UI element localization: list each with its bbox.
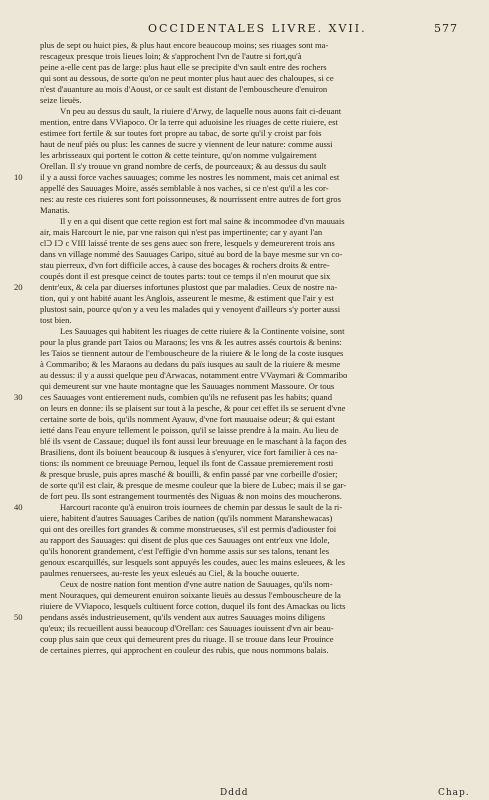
line-number: 40 [14, 502, 23, 512]
running-title: OCCIDENTALES LIVRE. XVII. [148, 22, 367, 35]
text-line: coupés dont il est presque ceinct de toutes parts: tout ce temps il n'en mourut que six [40, 271, 331, 281]
text-line: uiere, habitent d'autres Sauuages Caribes de nation (qu'ils nomment Maranshewacas) [40, 513, 333, 523]
text-line: on leurs en donne: ils se plaisent sur tout à la pesche, & pour cet effet ils se seruent d'vne [40, 403, 346, 413]
text-line: haut de neuf piés ou plus: les cannes de sucre y viennent de leur nature: comme aussi [40, 139, 333, 149]
text-line: plustost sain, pource qu'on y a veu les malades qui y venoyent d'ailleurs s'y porter aussi [40, 304, 341, 314]
text-line: qu'eux; ils recueillent aussi beaucoup d'Orellan: ces Sauuages iouissent d'vn air beau- [40, 623, 334, 633]
text-line: blé ils vsent de Cassaue; duquel ils font aussi leur breuuage en le maschant à la façon des [40, 436, 347, 446]
text-line: de certaines pierres, qui approchent en couleur des rubis, que nous nommons balais. [40, 645, 329, 655]
text-line: Manatis. [40, 205, 70, 215]
text-line: qui ont des oreilles fort grandes & comme monstrueuses, s'il est permis d'adiouster foi [40, 524, 337, 534]
text-line: nes: au reste ces riuieres sont fort poissonneuses, & nourrissent entre autres de fort gros [40, 194, 341, 204]
line-number: 10 [14, 172, 23, 182]
text-line: paulmes renuersees, au-reste les yeux esleués au Ciel, & la bouche ouuerte. [40, 568, 300, 578]
text-line: pour la plus grande part Taios ou Maraons; les vns & les autres assés courtois & benins: [40, 337, 342, 347]
text-line: mention, entre dans VViapoco. Or la terre qui aduoisine les riuages de cette riuiere, est [40, 117, 338, 127]
text-line: stau pierreux, d'vn fort difficile acces, à cause des bocages & rochers droits & entre- [40, 260, 330, 270]
text-line: dentr'eux, & cela par diuerses infortunes plustost que par maladies. Ceux de nostre na- [40, 282, 338, 292]
text-line: qui sont au dessous, de sorte qu'on ne peut monter plus haut auec des chaloupes, si ce [40, 73, 334, 83]
text-line: tions: ils nomment ce breuuage Pernou, lequel ils font de Cassaue premierement rosti [40, 458, 334, 468]
text-line: appellé des Sauuages Moire, assés semblable à nos vaches, si ce n'est qu'il a les cor- [40, 183, 329, 193]
text-line: dans vn village nommé des Sauuages Caripo, situé au bord de la baye mesme sur vn co- [40, 249, 343, 259]
text-line: Il y en a qui disent que cette region est fort mal saine & incommodee d'vn mauuais [60, 216, 345, 226]
text-line: peine a-elle cent pas de large: plus haut elle se precipite d'vn sault entre des rochers [40, 62, 327, 72]
text-line: coup plus sain que ceux qui demeurent pres du riuage. Il se trouue dans leur Prouince [40, 634, 334, 644]
text-line: il y a aussi force vaches sauuages; comme les nostres les nomment, mais cet animal est [40, 172, 340, 182]
signature-mark: Dddd [220, 788, 249, 798]
text-line: Les Sauuages qui habitent les riuages de cette riuiere & la Continente voisine, sont [60, 326, 345, 336]
text-line: Vn peu au dessus du sault, la riuiere d'Arwy, de laquelle nous auons fait ci-deuant [60, 106, 342, 116]
text-line: ment Nouraques, qui demeurent enuiron soixante lieuës au dessus l'embouscheure de la [40, 590, 341, 600]
page-number: 577 [434, 22, 458, 35]
text-line: seize lieuës. [40, 95, 82, 105]
text-line: ces Sauuages vont entierement nuds, combien qu'ils ne refusent pas les habits; quand [40, 392, 332, 402]
line-number: 30 [14, 392, 23, 402]
text-line: rescageux presque trois lieues loin; & s'approchent l'vn de l'autre si fort,qu'à [40, 51, 302, 61]
text-line: plus de sept ou huict pies, & plus haut encore beaucoup moins; ses riuages sont ma- [40, 40, 329, 50]
text-line: Harcourt raconte qu'à enuiron trois iournees de chemin par dessus le sault de la ri- [60, 502, 343, 512]
text-line: Ceux de nostre nation font mention d'vne autre nation de Sauuages, qu'ils nom- [60, 579, 333, 589]
line-number: 50 [14, 612, 23, 622]
text-line: au dessus: il y a aussi quelque peu d'Arwacas, notamment entre VVaymari & Commaribo [40, 370, 348, 380]
text-line: qui demeurent sur vne haute montagne que les Sauuages nomment Massoure. Or tous [40, 381, 335, 391]
text-line: clↃ IↃ c VIII laissé trente de ses gens auec son frere, lesquels y demeurerent trois ans [40, 238, 335, 248]
text-line: de sorte qu'il est clair, & presque de mesme couleur que la biere de Lubec; mais il se gar- [40, 480, 347, 490]
text-line: de fort peu. Ils sont estrangement tourmentés des Niguas & non moins des moucherons. [40, 491, 342, 501]
text-line: certaine sorte de bois, qu'ils nomment Ayauw, d'vne fort mauuaise odeur; & qui estant [40, 414, 336, 424]
text-line: Brasiliens, dont ils boiuent beaucoup & iusques à s'enyurer, vice fort familier à ces na- [40, 447, 338, 457]
text-line: riuiere de VViapoco, lesquels cultiuent force cotton, duquel ils font des Amackas ou licts [40, 601, 346, 611]
text-line: les Taios se tiennent autour de l'embouscheure de la riuiere & le long de la coste iusques [40, 348, 344, 358]
text-line: & presque brusle, puis apres masché & bouilli, & enfin passé par vne corbeille d'osier; [40, 469, 338, 479]
line-number: 20 [14, 282, 23, 292]
text-line: au rapport des Sauuages: qui disent de plus que ces Sauuages ont entr'eux vne Idole, [40, 535, 330, 545]
text-line: qu'ils honorent grandement, c'est l'effigie d'vn homme assis sur ses talons, tenant les [40, 546, 330, 556]
text-line: ietté dans l'eau enyure tellement le poisson, qu'il se laisse prendre à la main. Au lieu de [40, 425, 339, 435]
text-line: tost bien. [40, 315, 72, 325]
text-line: à Commaribo; & les Maraons au dedans du païs iusques au sault de la riuiere & mesme [40, 359, 341, 369]
text-line: les arbrisseaux qui portent le cotton & cette teinture, qu'on nomme vulgairement [40, 150, 317, 160]
catchword: Chap. [438, 788, 470, 798]
text-line: pendans assés industrieusement, qu'ils vendent aux autres Sauuages moins diligens [40, 612, 326, 622]
text-line: air, mais Harcourt le nie, par vne raison qui n'est pas impertinente; car y ayant l'an [40, 227, 323, 237]
text-line: estimee fort fertile & sur toutes fort propre au tabac, de sorte qu'il y croist par fois [40, 128, 322, 138]
text-line: Orellan. Il s'y trouue vn grand nombre de cerfs, de pourceaux; & au dessus du sault [40, 161, 327, 171]
text-block [40, 40, 472, 656]
text-line: n'est d'auanture au mois d'Aoust, or ce sault est distant de l'embouscheure d'enuiron [40, 84, 328, 94]
text-line: genoux escarquillés, sur lesquels sont appuyés les coudes, auec les mains esleuees, & les [40, 557, 345, 567]
text-line: tion, qui y ont habité auant les Anglois, asseurent le mesme, & estiment que l'air y est [40, 293, 334, 303]
